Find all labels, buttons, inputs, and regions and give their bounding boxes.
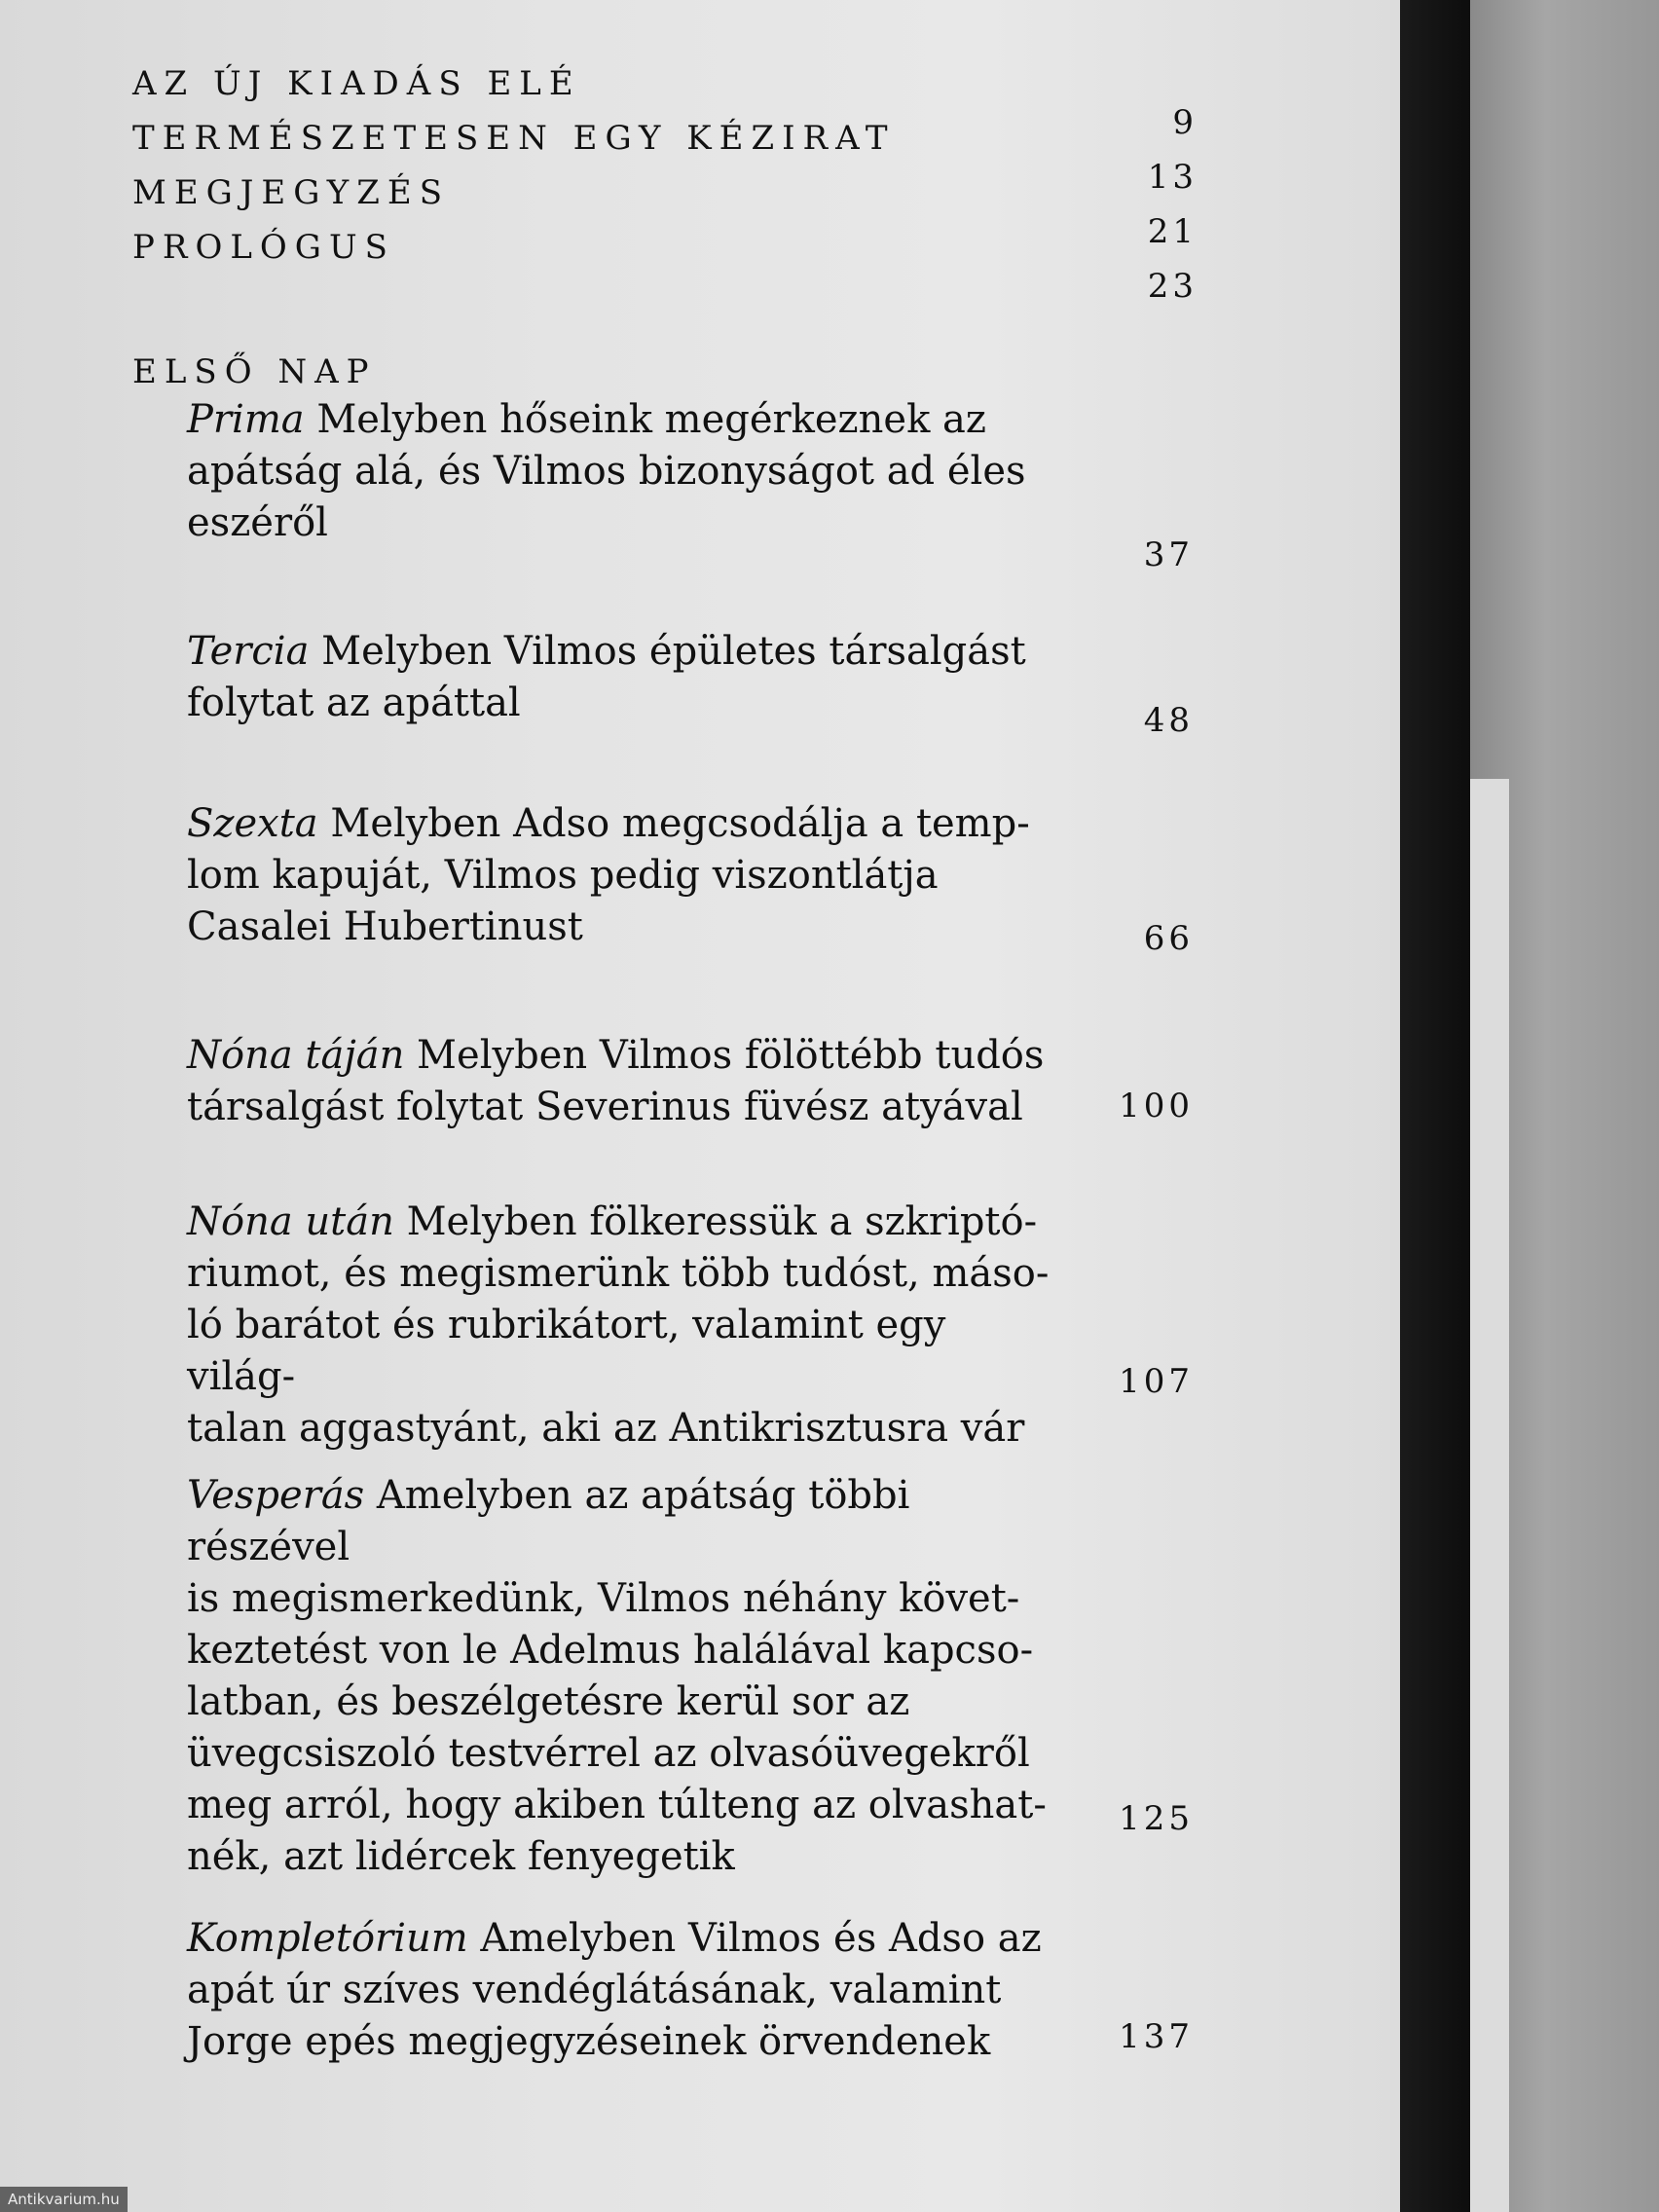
entry-text: meg arról, hogy akiben túlteng az olvashat- — [187, 1783, 1047, 1827]
toc-entry-title: MEGJEGYZÉS — [132, 173, 450, 212]
toc-entry — [132, 220, 896, 275]
book-spine-shadow — [1400, 0, 1470, 2212]
toc-entry-title: AZ ÚJ KIADÁS ELÉ — [132, 64, 581, 103]
canonical-hour: Nóna után — [187, 1199, 394, 1244]
entry-text: Casalei Hubertinust — [187, 904, 583, 949]
entry-text: folytat az apáttal — [187, 681, 521, 725]
canonical-hour: Tercia — [187, 629, 310, 674]
entry-text: riumot, és megismerünk több tudóst, máso- — [187, 1251, 1050, 1296]
entry-text: eszéről — [187, 500, 328, 545]
canonical-hour: Kompletórium — [187, 1916, 468, 1961]
page-number: 13 — [1147, 158, 1198, 197]
entry-text: apátság alá, és Vilmos bizonyságot ad éles — [187, 449, 1026, 494]
page-number: 37 — [1143, 535, 1194, 574]
entry-text: Melyben Vilmos épületes társalgást — [309, 629, 1026, 674]
toc-entry — [187, 1913, 1063, 2068]
page-number: 48 — [1143, 701, 1194, 740]
canonical-hour: Nóna táján — [187, 1033, 405, 1078]
page-number: 21 — [1147, 212, 1198, 251]
toc-entry-title: TERMÉSZETESEN EGY KÉZIRAT — [132, 119, 896, 158]
entry-text: üvegcsiszoló testvérrel az olvasóüvegekről — [187, 1731, 1030, 1776]
entry-text: Jorge epés megjegyzéseinek örvendenek — [187, 2019, 991, 2064]
entry-text: társalgást folytat Severinus füvész atyával — [187, 1085, 1023, 1129]
entry-text: Melyben Vilmos fölöttébb tudós — [404, 1033, 1045, 1078]
page-number: 66 — [1143, 919, 1194, 958]
toc-entry — [187, 798, 1063, 953]
toc-entry — [187, 1470, 1063, 1883]
page-edge — [1470, 779, 1509, 2212]
entry-text: is megismerkedünk, Vilmos néhány követ- — [187, 1576, 1020, 1621]
entry-text: Amelyben Vilmos és Adso az — [467, 1916, 1042, 1961]
entry-text: talan aggastyánt, aki az Antikrisztusra vár — [187, 1406, 1025, 1451]
toc-entry — [132, 56, 896, 111]
entry-text: lom kapuját, Vilmos pedig viszontlátja — [187, 853, 939, 898]
entry-text: latban, és beszélgetésre kerül sor az — [187, 1679, 910, 1724]
entry-text: nék, azt lidércek fenyegetik — [187, 1834, 735, 1879]
toc-entry — [132, 111, 896, 166]
watermark-logo: Antikvarium.hu — [0, 2187, 128, 2212]
entry-text: Melyben Adso megcsodálja a temp- — [317, 801, 1030, 846]
entry-text: Melyben fölkeressük a szkriptó- — [393, 1199, 1038, 1244]
toc-entry — [187, 394, 1063, 549]
front-matter-list — [132, 56, 896, 275]
entry-text: apát úr szíves vendéglátásának, valamint — [187, 1968, 1002, 2012]
toc-entry — [187, 1030, 1063, 1133]
page-number: 107 — [1119, 1362, 1194, 1401]
entry-text: ló barátot és rubrikátort, valamint egy világ- — [187, 1303, 946, 1399]
toc-entry — [187, 1197, 1063, 1455]
canonical-hour: Szexta — [187, 801, 318, 846]
canonical-hour: Vesperás — [187, 1473, 365, 1518]
toc-entry-title: PROLÓGUS — [132, 228, 395, 267]
page-number: 23 — [1147, 267, 1198, 306]
day-heading: ELSŐ NAP — [132, 352, 377, 391]
page-number: 137 — [1119, 2017, 1194, 2056]
page-number: 125 — [1119, 1799, 1194, 1838]
front-matter-pages — [1129, 95, 1198, 313]
page-number: 9 — [1172, 103, 1198, 142]
page-number: 100 — [1119, 1087, 1194, 1125]
entry-text: keztetést von le Adelmus halálával kapcso- — [187, 1628, 1034, 1673]
toc-entry — [132, 166, 896, 220]
toc-entry — [187, 626, 1063, 729]
entry-text: Melyben hőseink megérkeznek az — [304, 397, 986, 442]
entry-text: Amelyben az apátság többi részével — [187, 1473, 910, 1569]
canonical-hour: Prima — [187, 397, 305, 442]
